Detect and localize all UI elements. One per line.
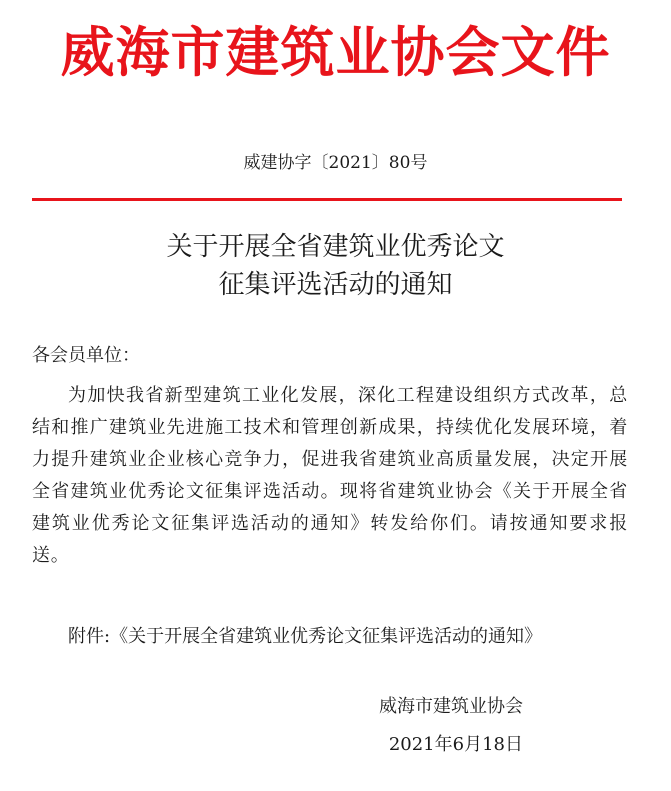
signature-date: 2021年6月18日 (388, 734, 523, 755)
red-divider-line (32, 198, 622, 201)
notice-title-line-2: 征集评选活动的通知 (218, 270, 453, 300)
salutation: 各会员单位： (32, 345, 140, 366)
notice-body-paragraph: 为加快我省新型建筑工业化发展，深化工程建设组织方式改革，总结和推广建筑业先进施工技术和管理创新成果，持续优化发展环境，着力提升建筑业企业核心竞争力，促进我省建筑业高质量发展，决定开展全省建筑业优秀论文征集评选活动。现将省建筑业协会《关于开展全省建筑业优秀论文征集评选活动的通知》转发给你们。请按通知要求报送。 (32, 385, 628, 566)
attachment-line: 附件:《关于开展全省建筑业优秀论文征集评选活动的通知》 (68, 626, 543, 647)
signature-organization: 威海市建筑业协会 (379, 696, 523, 717)
notice-title-line-1: 关于开展全省建筑业优秀论文 (166, 232, 505, 262)
notice-title (0, 228, 671, 304)
document-number: 威建协字〔2021〕80号 (243, 153, 428, 173)
org-masthead-title: 威海市建筑业协会文件 (60, 21, 611, 84)
